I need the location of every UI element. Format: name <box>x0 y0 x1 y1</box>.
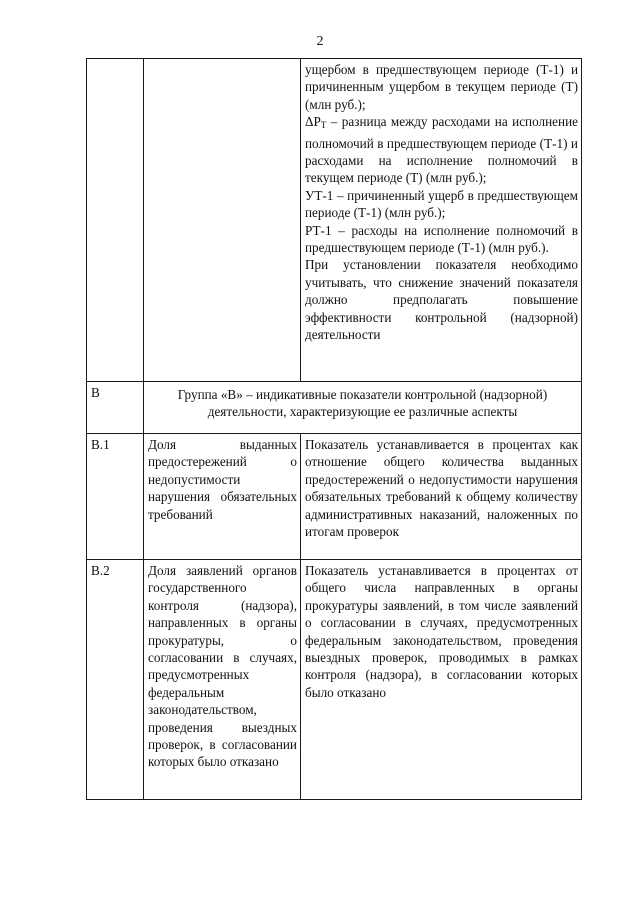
row-code: В.1 <box>87 434 144 560</box>
row-description: Показатель устанавливается в процентах как отношение общего количества выданных предостережений о недопустимости нарушения обязательных требований к общему количеству административных наказаний, наложенных по итогам проверок <box>301 434 582 560</box>
row-indicator-name: Доля заявлений органов государственного контроля (надзора), направленных в органы прокуратуры, о согласовании в случаях, предусмотренных федеральным законодательством, проведения выездных проверок, в согласовании которых было отказано <box>144 560 301 800</box>
indicators-table <box>86 58 582 800</box>
delta-subscript: T <box>320 120 327 131</box>
row-code: В.2 <box>87 560 144 800</box>
group-row <box>87 382 582 434</box>
group-title: Группа «В» – индикативные показатели контрольной (надзорной) деятельности, характеризующие ее различные аспекты <box>144 382 582 434</box>
note-text: При установлении показателя необходимо учитывать, что снижение значений показателя должно предполагать повышение эффективности контрольной (надзорной) деятельности <box>305 257 578 343</box>
continuation-code-cell <box>87 59 144 382</box>
group-code: В <box>87 382 144 434</box>
continuation-intro-text: ущербом в предшествующем периоде (Т-1) и причиненным ущербом в текущем периоде (Т) (млн руб.); <box>305 62 578 112</box>
rt-definition: РТ-1 – расходы на исполнение полномочий в предшествующем периоде (Т-1) (млн руб.). <box>305 222 578 256</box>
delta-definition <box>305 113 578 187</box>
table-row <box>87 560 582 800</box>
page-number: 2 <box>316 34 324 49</box>
table-row <box>87 434 582 560</box>
row-indicator-name: Доля выданных предостережений о недопустимости нарушения обязательных требований <box>144 434 301 560</box>
continuation-name-cell <box>144 59 301 382</box>
delta-symbol: ΔP <box>305 114 321 130</box>
ut-definition: УТ-1 – причиненный ущерб в предшествующем периоде (Т-1) (млн руб.); <box>305 187 578 221</box>
continuation-row <box>87 59 582 382</box>
row-description: Показатель устанавливается в процентах от общего числа направленных в органы прокуратуры заявлений, в том числе заявлений о согласовании в случаях, предусмотренных федеральным законодательством, проведения выездных проверок, проводимых в рамках контроля (надзора), в согласовании которых было отказано <box>301 560 582 800</box>
delta-text: – разница между расходами на исполнение полномочий в предшествующем периоде (Т-1) и расходами на исполнение полномочий в текущем периоде (Т) (млн руб.); <box>305 114 578 186</box>
continuation-description-cell <box>301 59 582 382</box>
